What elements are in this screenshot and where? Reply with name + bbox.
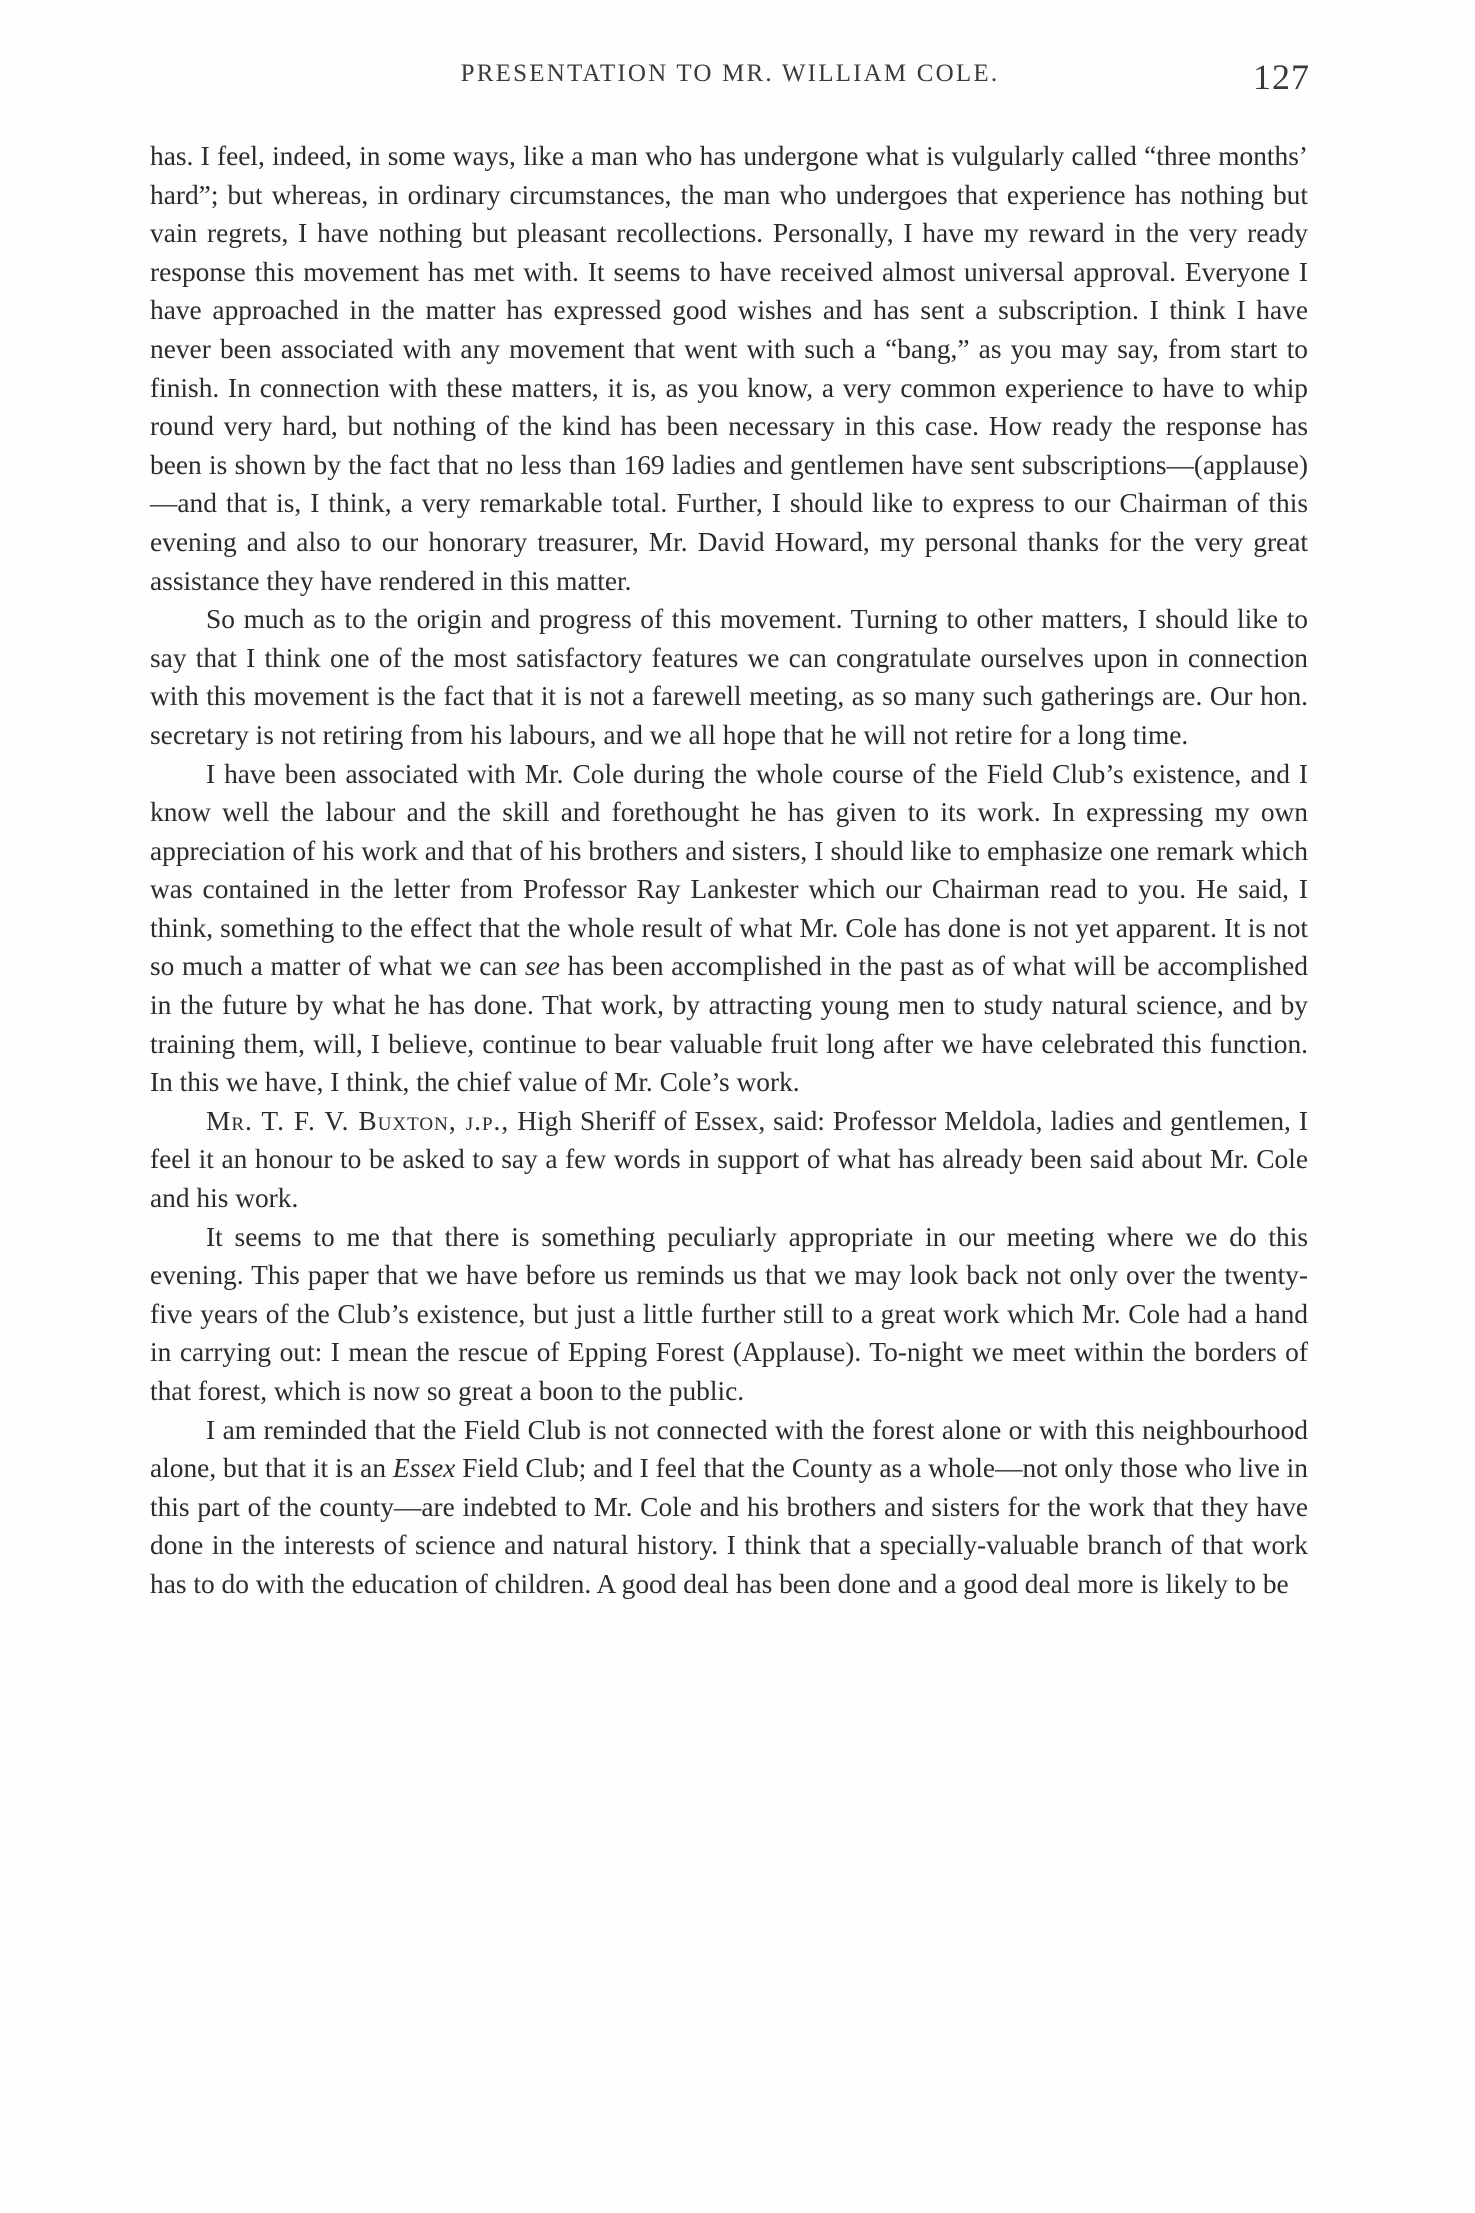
paragraph-buxton-speech bbox=[150, 1102, 1308, 1218]
paragraph-association bbox=[150, 755, 1308, 1102]
paragraph-continued: has. I feel, indeed, in some ways, like a man who has undergone what is vulgularly called “three months’ hard”; but whereas, in ordinary circumstances, the man who undergoes that experience has nothing but vain regrets, I have nothing but pleasant recollections. Personally, I have my reward in the very ready response this movement has met with. It seems to have received almost universal approval. Everyone I have approached in the matter has expressed good wishes and has sent a subscription. I think I have never been associated with any movement that went with such a “bang,” as you may say, from start to finish. In connection with these matters, it is, as you know, a very common experience to have to whip round very hard, but nothing of the kind has been necessary in this case. How ready the response has been is shown by the fact that no less than 169 ladies and gentlemen have sent subscriptions—(applause)—and that is, I think, a very remarkable total. Further, I should like to express to our Chairman of this evening and also to our honorary treasurer, Mr. David Howard, my personal thanks for the very great assistance they have rendered in this matter. bbox=[150, 141, 1308, 596]
paragraph-text: has been accomplished in the past as of what will be accomplished in the future by what he has done. That work, by attracting young men to study natural science, and by training them, will, I believe, continue to bear valuable fruit long after we have celebrated this function. In this we have, I think, the chief value of Mr. Cole’s work. bbox=[150, 951, 1308, 1098]
speaker-name: Mr. T. F. V. Buxton, j.p., bbox=[206, 1105, 510, 1136]
paragraph-text: Field Club; and I feel that the County as a whole—not only those who live in this part of the county—are indebted to Mr. Cole and his brothers and sisters for the work that they have done in the interests of science and natural history. I think that a specially-valuable branch of that work has to do with the education of children. A good deal has been done and a good deal more is likely to be bbox=[150, 1453, 1308, 1599]
paragraph-origin-progress: So much as to the origin and progress of this movement. Turning to other matters, I should like to say that I think one of the most satisfactory features we can congratulate ourselves upon in connection with this movement is the fact that it is not a farewell meeting, as so many such gatherings are. Our hon. secretary is not retiring from his labours, and we all hope that he will not retire for a long time. bbox=[150, 604, 1308, 750]
page-number: 127 bbox=[1253, 57, 1310, 97]
paragraph-essex-field-club bbox=[150, 1411, 1308, 1604]
paragraph-text: High Sheriff of Essex, said: Professor Meldola, ladies and gentlemen, I feel it an honour to be asked to say a few words in support of what has already been said about Mr. Cole and his work. bbox=[150, 1105, 1309, 1214]
paragraph-text: I have been associated with Mr. Cole during the whole course of the Field Club’s existence, and I know well the labour and the skill and forethought he has given to its work. In expressing my own appreciation of his work and that of his brothers and sisters, I should like to emphasize one remark which was contained in the letter from Professor Ray Lankester which our Chairman read to you. He said, I think, something to the effect that the whole result of what Mr. Cole has done is not yet apparent. It is not so much a matter of what we can bbox=[150, 758, 1308, 982]
paragraph-epping-forest: It seems to me that there is something peculiarly appropriate in our meeting where we do this evening. This paper that we have before us reminds us that we may look back not only over the twenty-five years of the Club’s existence, but just a little further still to a great work which Mr. Cole had a hand in carrying out: I mean the rescue of Epping Forest (Applause). To-night we meet within the borders of that forest, which is now so great a boon to the public. bbox=[150, 1221, 1308, 1406]
italic-emphasis: see bbox=[524, 951, 560, 982]
body-text bbox=[150, 137, 1308, 1604]
running-head bbox=[150, 56, 1310, 100]
running-title: PRESENTATION TO MR. WILLIAM COLE. bbox=[460, 60, 1000, 87]
italic-emphasis: Essex bbox=[392, 1453, 456, 1484]
paragraph-text: I am reminded that the Field Club is not connected with the forest alone or with this neighbourhood alone, but that it is an bbox=[150, 1414, 1308, 1484]
